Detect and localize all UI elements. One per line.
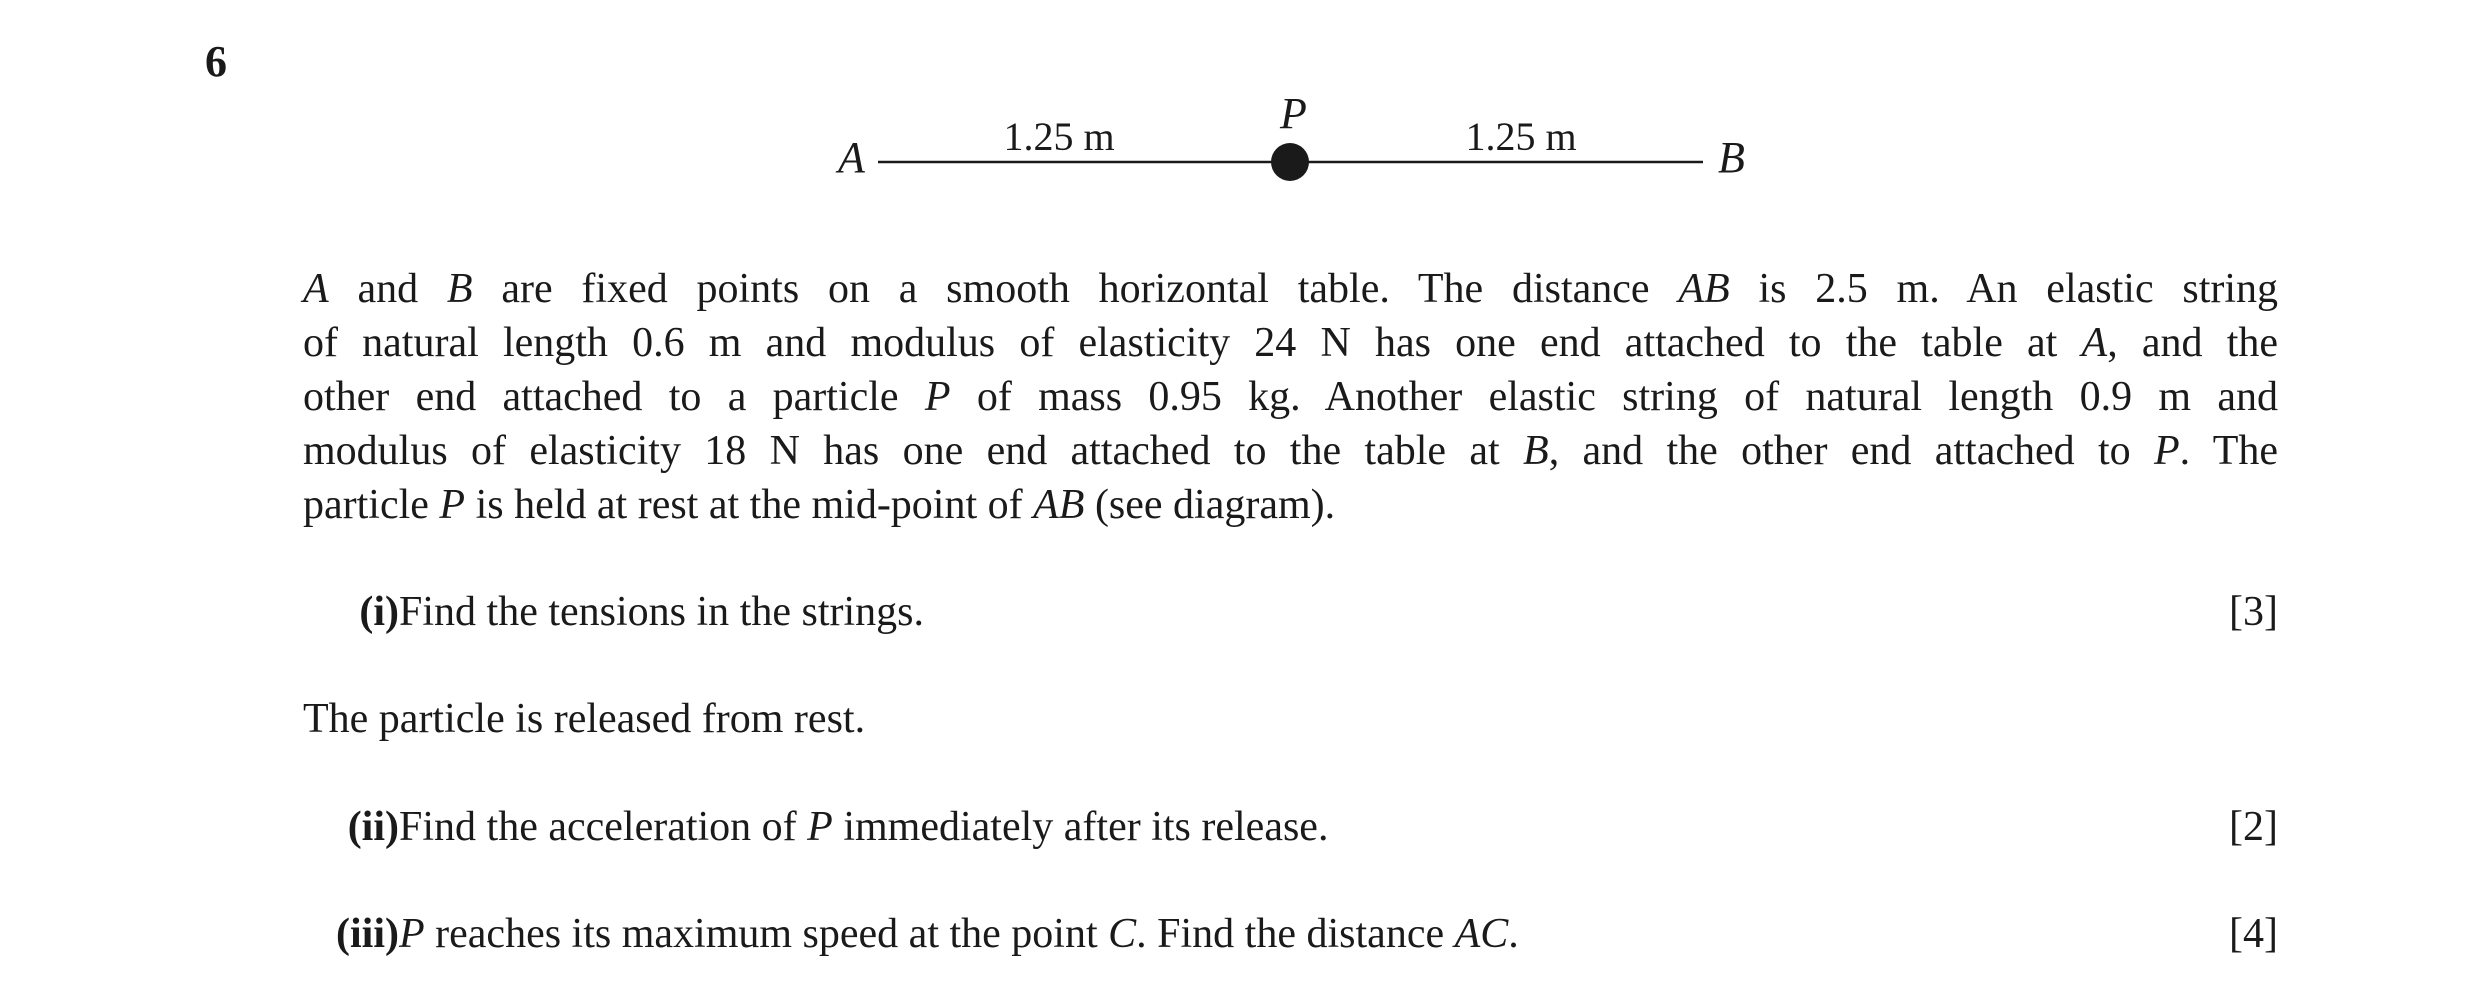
stem-line-4: modulus of elasticity 18 N has one end attached to the table at B, and the other end attached to P. The [303,428,2279,474]
length-left-label: 1.25 m [1003,114,1115,159]
part-i-number: (i) [359,589,399,635]
particle-string-diagram [0,0,2481,200]
part-i-text: Find the tensions in the strings. [399,589,924,635]
part-ii-marks: [2] [2229,804,2278,850]
stem-line-3: other end attached to a particle P of mass 0.95 kg. Another elastic string of natural length 0.9 m and [303,374,2278,420]
part-ii-number: (ii) [347,804,399,850]
part-iii-text: P reaches its maximum speed at the point C. Find the distance AC. [399,911,1519,957]
label-a: A [838,133,865,182]
question-number: 6 [205,37,227,86]
interlude-sentence: The particle is released from rest. [303,696,866,742]
part-i-marks: [3] [2229,589,2278,635]
question-stem [303,262,2278,532]
label-p: P [1280,89,1307,138]
part-iii-number: (iii) [336,911,399,957]
part-ii-text: Find the acceleration of P immediately after its release. [399,804,1329,850]
particle-p [1271,143,1309,181]
stem-line-2: of natural length 0.6 m and modulus of elasticity 24 N has one end attached to the table at A, and the [303,320,2279,366]
stem-line-5: particle P is held at rest at the mid-point of AB (see diagram). [303,482,1336,528]
interlude-text [303,692,2278,746]
part-iii-marks: [4] [2229,911,2278,957]
label-b: B [1718,133,1745,182]
stem-line-1: A and B are fixed points on a smooth horizontal table. The distance AB is 2.5 m. An elastic string [303,266,2279,312]
length-right-label: 1.25 m [1465,114,1577,159]
